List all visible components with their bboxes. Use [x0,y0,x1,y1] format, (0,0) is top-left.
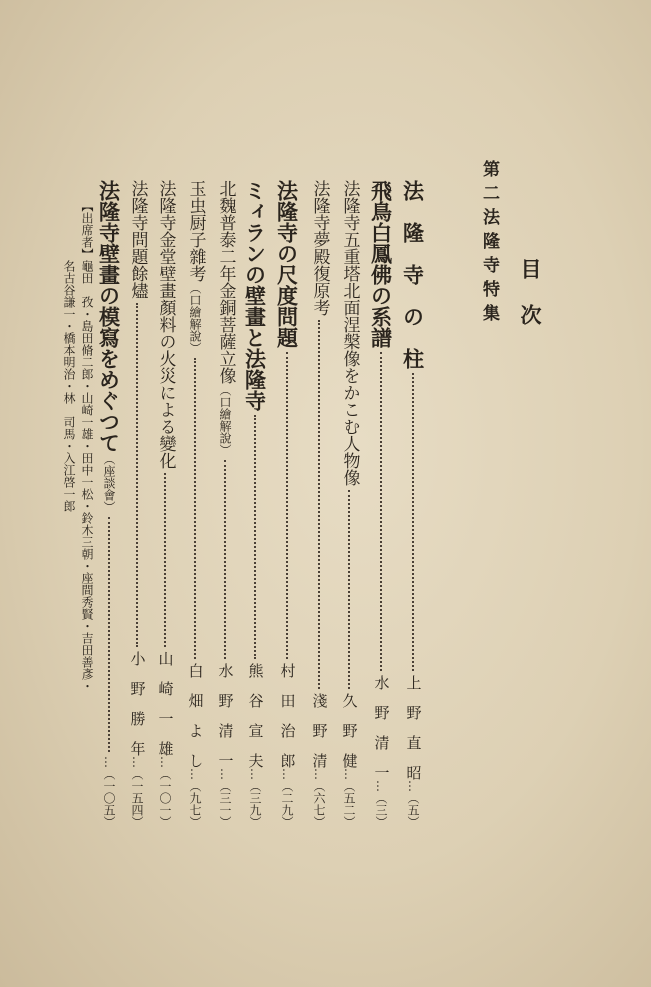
entry-title: 北魏普泰二年金銅菩薩立像 [215,180,236,384]
leader-dots [348,490,350,689]
entry-page: …（一五四） [130,756,144,828]
leader-dots [318,320,320,689]
entry-author: 久 野 健 [340,693,359,768]
entry-title: 法隆寺金堂壁畫顏料の火災による變化 [155,180,176,469]
toc-entry [337,180,361,828]
leader-dots [412,373,414,671]
leader-dots [136,303,138,647]
entry-page: …（一〇五） [102,756,116,828]
edition-title: 第二法隆寺特集 [479,160,499,328]
entry-title: 法隆寺の尺度問題 [274,180,300,348]
entry-title: 法隆寺問題餘燼 [127,180,148,299]
leader-dots [194,358,196,659]
entry-author: 白 畑 よ し [186,663,205,768]
entry-author: 熊 谷 宣 夫 [246,663,265,768]
entry-author: 淺 野 清 [310,693,329,768]
entry-title: 法隆寺夢殿復原考 [309,180,330,316]
toc-entry [183,180,207,828]
toc-entry [275,180,299,828]
toc-entry [213,180,237,828]
leader-dots [224,460,226,659]
entry-page: …（九七） [188,768,202,828]
entry-page: …（六七） [312,768,326,828]
entry-author: 水 野 清 一 [216,663,235,768]
entry-title: 飛鳥白鳳佛の系譜 [368,180,394,348]
leader-dots [164,473,166,647]
entry-page: …（三一） [218,768,232,828]
toc-entry [125,180,149,828]
leader-dots [380,352,382,671]
entry-page: …（三） [374,780,388,828]
entry-note: （口繪解說） [188,282,202,354]
entry-page: …（三九） [248,768,262,828]
leader-dots [108,517,110,752]
entry-author: 山 崎 一 雄 [156,651,175,756]
toc-entry [153,180,177,828]
entry-page: …（一〇一） [158,756,172,828]
entry-author: 村 田 治 郎 [278,663,297,768]
entry-author: 水 野 清 一 [372,675,391,780]
attendees-line-1 [79,200,93,692]
leader-dots [286,352,288,659]
entry-title: 玉虫厨子雜考 [185,180,206,282]
attendees-label: 【出席者】 [80,200,94,260]
entry-page: …（五二） [342,768,356,828]
attendees-names: 龜田 孜・島田脩二郎・山崎一雄・田中一松・鈴木三朝・座間秀賢・吉田善彥・ [80,260,94,692]
entry-note: （座談會） [102,453,116,513]
entry-title: ミィランの壁畫と法隆寺 [242,180,268,411]
entry-page: …（二九） [280,768,294,828]
leader-dots [254,415,256,659]
toc-heading: 目 次 [518,258,543,327]
toc-entry [401,180,425,828]
toc-entry [97,180,121,828]
toc-entry [307,180,331,828]
entry-page: …（五） [406,780,420,828]
attendees-line-2: 名古谷謙一・橋本明治・林 司馬・入江啓一郎 [62,260,76,512]
entry-title: 法隆寺五重塔北面涅槃像をかこむ人物像 [339,180,360,486]
entry-author: 小 野 勝 年 [128,651,147,756]
toc-entry [243,180,267,828]
toc-entry [369,180,393,828]
entry-author: 上 野 直 昭 [404,675,423,780]
entry-title: 法隆寺壁畫の模寫をめぐつて [96,180,122,453]
entry-title: 法 隆 寺 の 柱 [400,180,426,369]
entry-note: （口繪解說） [218,384,232,456]
